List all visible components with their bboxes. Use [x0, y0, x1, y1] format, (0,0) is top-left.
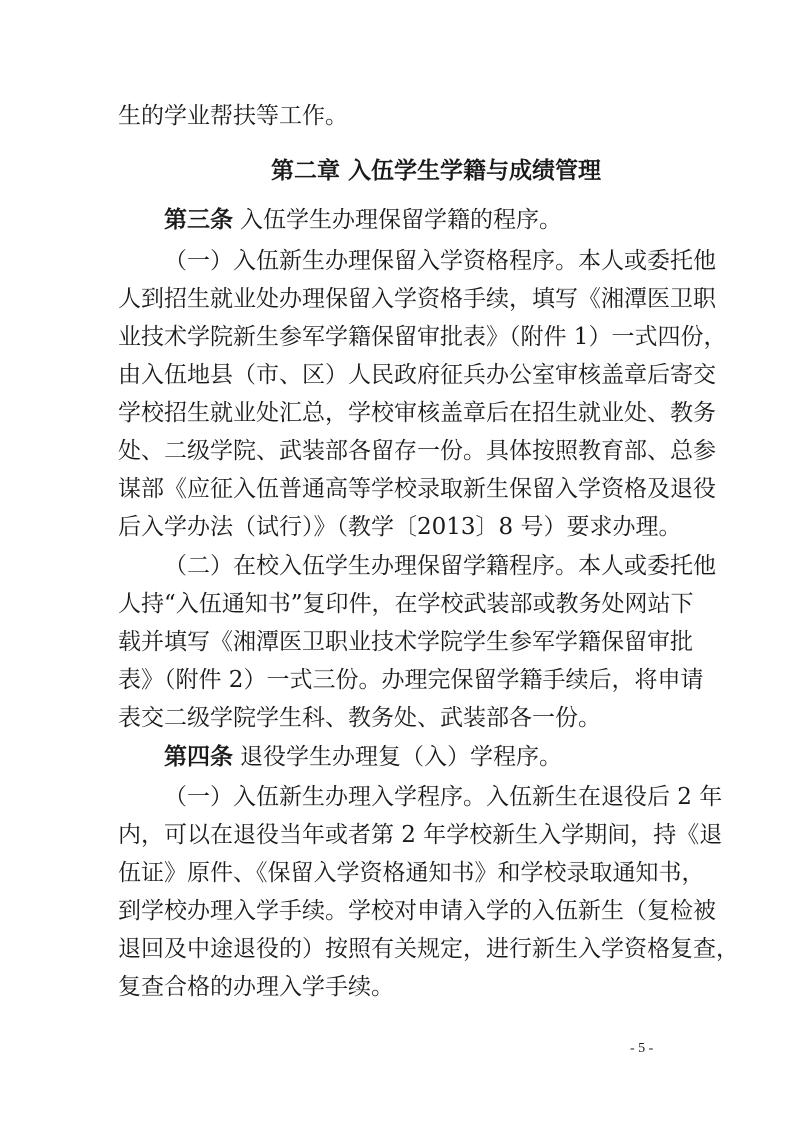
text-line	[0, 623, 793, 661]
text-line	[0, 699, 793, 737]
article-line	[0, 201, 793, 239]
paragraph-text: 退回及中途退役的）按照有关规定，进行新生入学资格复查，	[118, 936, 739, 962]
article-number: 第三条	[164, 206, 233, 233]
article-number: 第四条	[164, 743, 233, 770]
text-line	[0, 242, 793, 280]
text-line	[0, 280, 793, 318]
paragraph-text: （一）入伍新生办理保留入学资格程序。本人或委托他	[164, 248, 716, 274]
article-title: 退役学生办理复（入）学程序。	[240, 744, 562, 770]
page-number: - 5 -	[630, 1041, 654, 1056]
text-line	[0, 585, 793, 623]
paragraph-text: 学校招生就业处汇总，学校审核盖章后在招生就业处、教务	[118, 400, 716, 426]
paragraph-text: 载并填写《湘潭医卫职业技术学院学生参军学籍保留审批	[118, 629, 693, 655]
text-line	[0, 661, 793, 699]
article-line	[0, 738, 793, 776]
text-line	[0, 892, 793, 930]
paragraph-text: 谋部《应征入伍普通高等学校录取新生保留入学资格及退役	[118, 476, 716, 502]
paragraph-text: 人到招生就业处办理保留入学资格手续，填写《湘潭医卫职	[118, 286, 716, 312]
text-line	[0, 97, 793, 135]
chapter-heading-line	[0, 152, 793, 190]
paragraph-text: 到学校办理入学手续。学校对申请入学的入伍新生（复检被	[118, 898, 716, 924]
text-line	[0, 432, 793, 470]
text-line	[0, 356, 793, 394]
paragraph-text: 复查合格的办理入学手续。	[118, 974, 394, 1000]
text-line	[0, 394, 793, 432]
paragraph-text: 处、二级学院、武装部各留存一份。具体按照教育部、总参	[118, 438, 716, 464]
text-line	[0, 547, 793, 585]
paragraph-text: 由入伍地县（市、区）人民政府征兵办公室审核盖章后寄交	[118, 362, 716, 388]
paragraph-text: 伍证》原件、《保留入学资格通知书》和学校录取通知书，	[118, 860, 705, 886]
text-line	[0, 778, 793, 816]
paragraph-text: 生的学业帮扶等工作。	[118, 103, 348, 129]
paragraph-text: （一）入伍新生办理入学程序。入伍新生在退役后 2 年	[164, 784, 723, 810]
paragraph-text: 人持“入伍通知书”复印件，在学校武装部或教务处网站下	[118, 591, 694, 617]
paragraph-text: 表》（附件 2）一式三份。办理完保留学籍手续后，将申请	[118, 667, 704, 693]
paragraph-text: 表交二级学院学生科、教务处、武装部各一份。	[118, 705, 601, 731]
text-line	[0, 968, 793, 1006]
paragraph-text: （二）在校入伍学生办理保留学籍程序。本人或委托他	[164, 553, 716, 579]
text-line	[0, 318, 793, 356]
text-line	[0, 816, 793, 854]
text-line	[0, 470, 793, 508]
article-title: 入伍学生办理保留学籍的程序。	[240, 207, 562, 233]
text-line	[0, 930, 793, 968]
paragraph-text: 后入学办法（试行）》（教学〔2013〕8 号）要求办理。	[118, 514, 682, 540]
paragraph-text: 内，可以在退役当年或者第 2 年学校新生入学期间，持《退	[118, 822, 723, 848]
paragraph-text: 业技术学院新生参军学籍保留审批表》（附件 1）一式四份，	[118, 324, 727, 350]
text-line	[0, 508, 793, 546]
chapter-heading: 第二章 入伍学生学籍与成绩管理	[271, 158, 602, 184]
text-line	[0, 854, 793, 892]
